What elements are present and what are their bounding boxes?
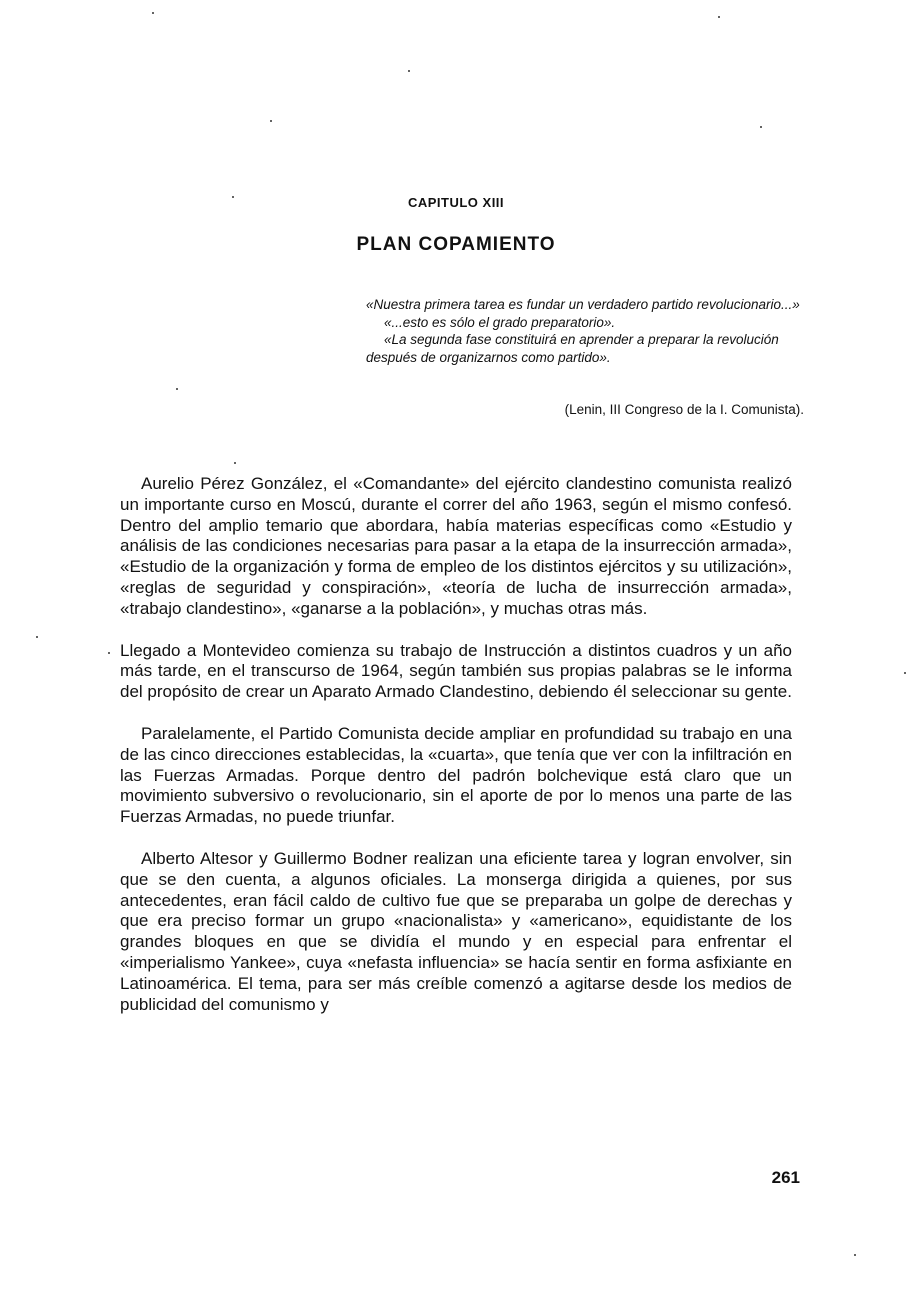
scan-speck [152,12,154,14]
scan-speck [270,120,272,122]
body-paragraph: Aurelio Pérez González, el «Comandante» del ejército clandestino comunista realizó un importante curso en Moscú, durante el correr del año 1963, según el mismo confesó. Dentro del amplio temario que abordara, había materias específicas como «Estudio y análisis de las condiciones necesarias para pasar a la etapa de la insurrección armada», «Estudio de la organización y forma de empleo de los distintos ejércitos y su utilización», «reglas de seguridad y conspiración», «teoría de lucha de insurrección armada», «trabajo clandestino», «ganarse a la población», y muchas otras más. [120,474,792,618]
body-paragraph: Paralelamente, el Partido Comunista decide ampliar en profundidad su trabajo en una de las cinco direcciones establecidas, la «cuarta», que tenía que ver con la infiltración en las Fuerzas Armadas. Porque dentro del padrón bolchevique está claro que un movimiento subversivo o revolucionario, sin el aporte de por lo menos una parte de las Fuerzas Armadas, no puede triunfar. [120,723,792,827]
epigraph-line: «...esto es sólo el grado preparatorio». [384,314,616,330]
page-number: 261 [771,1168,800,1187]
body-paragraph: Alberto Altesor y Guillermo Bodner realizan una eficiente tarea y logran envolver, sin que se den cuenta, a algunos oficiales. La monserga dirigida a quienes, por sus antecedentes, eran fácil caldo de cultivo fue que se preparaba un golpe de derechas y que era preciso formar un grupo «nacionalista» y «americano», equidistante de los grandes bloques en que se dividía el mundo y en especial para enfrentar el «imperialismo Yankee», cuya «nefasta influencia» se hacía sentir en forma asfixiante en Latinoamérica. El tema, para ser más creíble comenzó a agitarse desde los medios de publicidad del comunismo y [120,848,792,1014]
scan-speck [854,1254,856,1256]
chapter-title: PLAN COPAMIENTO [356,234,556,255]
epigraph-attribution: (Lenin, III Congreso de la I. Comunista). [564,402,804,417]
scan-speck [36,636,38,638]
scan-speck [904,672,906,674]
scan-speck [718,16,720,18]
epigraph-line: «La segunda fase constituirá en aprender a preparar la revolución después de organizarnos como partido». [366,332,779,365]
scan-speck [760,126,762,128]
scan-speck [234,462,236,464]
body-paragraph: Llegado a Montevideo comienza su trabajo de Instrucción a distintos cuadros y un año más tarde, en el transcurso de 1964, según también sus propias palabras se le informa del propósito de crear un Aparato Armado Clandestino, debiendo él seleccionar su gente. [120,640,792,702]
epigraph [366,296,804,366]
epigraph-line: «Nuestra primera tarea es fundar un verdadero partido revolucionario...» [366,297,800,312]
chapter-label: CAPITULO XIII [407,195,505,210]
chapter-body [120,474,792,1036]
scan-speck [176,388,178,390]
scan-speck [108,652,110,654]
scan-speck [408,70,410,72]
